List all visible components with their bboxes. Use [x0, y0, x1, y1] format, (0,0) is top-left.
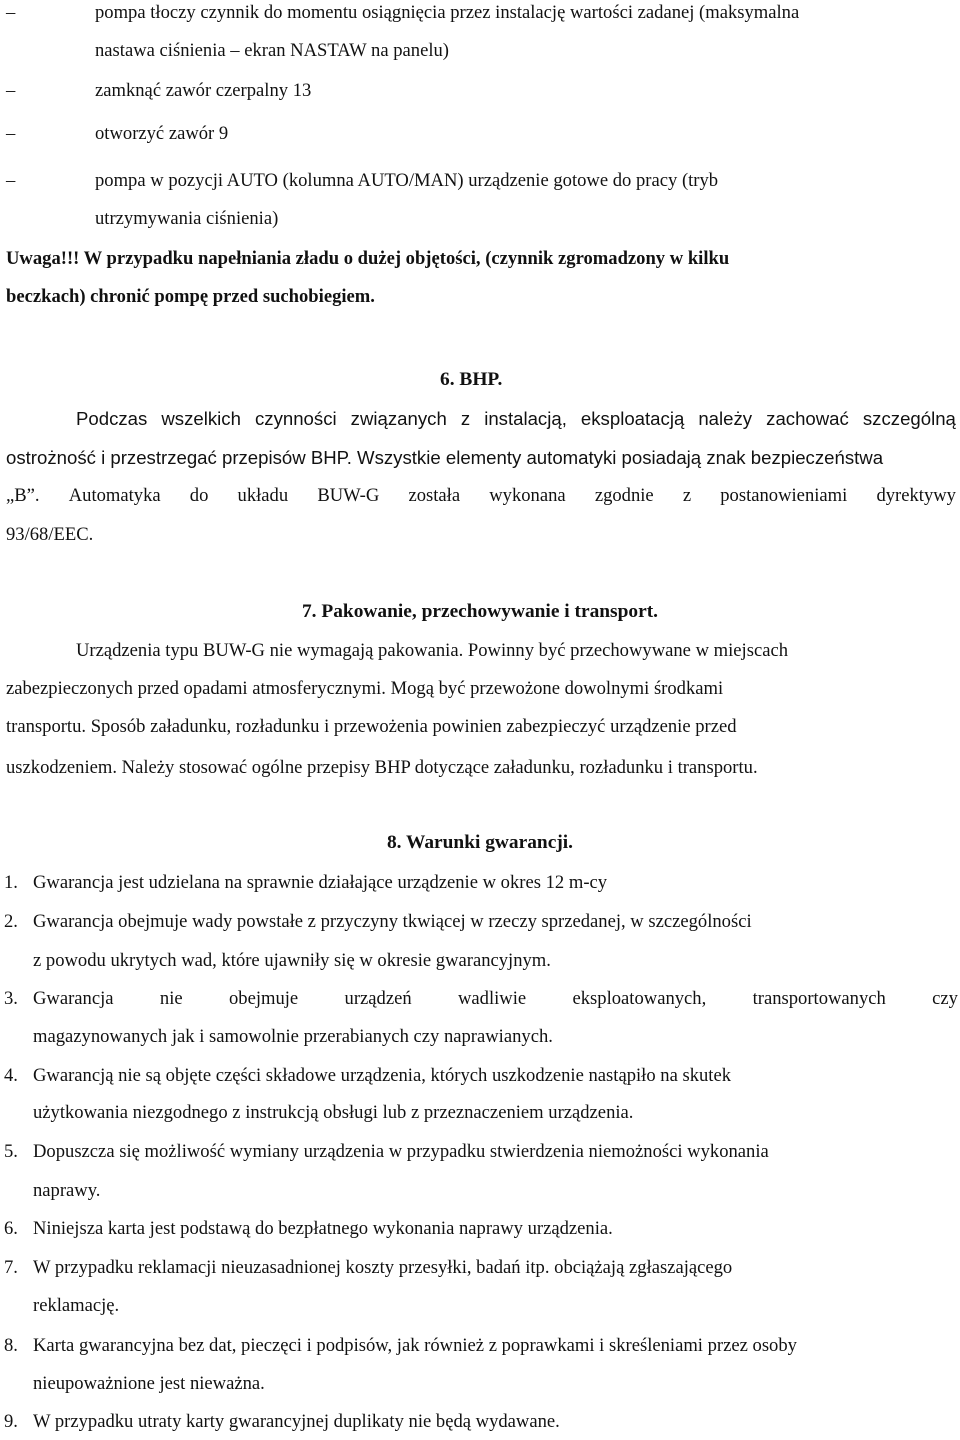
list-item-text: zamknąć zawór czerpalny 13: [95, 80, 312, 101]
item-text: Gwarancja jest udzielana na sprawnie działające urządzenie w okres 12 m-cy: [33, 872, 608, 893]
paragraph-line: „B”. Automatyka do układu BUW-G została wykonana zgodnie z postanowieniami dyrektywy: [6, 485, 956, 506]
item-number: 5.: [4, 1141, 18, 1162]
dash-marker: –: [6, 170, 16, 191]
list-item-text: pompa w pozycji AUTO (kolumna AUTO/MAN) urządzenie gotowe do pracy (tryb: [95, 170, 719, 191]
paragraph-line: ostrożność i przestrzegać przepisów BHP. Wszystkie elementy automatyki posiadają znak bezpieczeństwa: [6, 447, 884, 468]
paragraph-line: zabezpieczonych przed opadami atmosferycznymi. Mogą być przewożone dowolnymi środkami: [6, 678, 724, 699]
item-text: Gwarancja nie obejmuje urządzeń wadliwie eksploatowanych, transportowanych czy: [33, 988, 958, 1009]
section-heading: 8. Warunki gwarancji.: [386, 832, 574, 853]
item-text: z powodu ukrytych wad, które ujawniły się w okresie gwarancyjnym.: [33, 950, 551, 971]
item-number: 1.: [4, 872, 18, 893]
item-text: użytkowania niezgodnego z instrukcją obsługi lub z przeznaczeniem urządzenia.: [33, 1102, 634, 1123]
warning-line: beczkach) chronić pompę przed suchobiegiem.: [6, 286, 375, 307]
paragraph-line: uszkodzeniem. Należy stosować ogólne przepisy BHP dotyczące załadunku, rozładunku i transportu.: [6, 757, 758, 778]
warning-line: Uwaga!!! W przypadku napełniania zładu o dużej objętości, (czynnik zgromadzony w kilku: [6, 248, 730, 269]
paragraph-line: Urządzenia typu BUW-G nie wymagają pakowania. Powinny być przechowywane w miejscach: [76, 640, 789, 661]
item-text: Karta gwarancyjna bez dat, pieczęci i podpisów, jak również z poprawkami i skreśleniami przez osoby: [33, 1335, 797, 1356]
paragraph-line: transportu. Sposób załadunku, rozładunku i przewożenia powinien zabezpieczyć urządzenie przed: [6, 716, 737, 737]
paragraph-line: 93/68/EEC.: [6, 524, 94, 545]
item-text: Gwarancją nie są objęte części składowe urządzenia, których uszkodzenie nastąpiło na skutek: [33, 1065, 732, 1086]
list-item-text: pompa tłoczy czynnik do momentu osiągnięcia przez instalację wartości zadanej (maksymalna: [95, 2, 800, 23]
item-text: W przypadku reklamacji nieuzasadnionej koszty przesyłki, badań itp. obciążają zgłaszającego: [33, 1257, 733, 1278]
item-text: Gwarancja obejmuje wady powstałe z przyczyny tkwiącej w rzeczy sprzedanej, w szczególności: [33, 911, 752, 932]
item-text: magazynowanych jak i samowolnie przerabianych czy naprawianych.: [33, 1026, 553, 1047]
item-number: 9.: [4, 1411, 18, 1432]
item-text: Niniejsza karta jest podstawą do bezpłatnego wykonania naprawy urządzenia.: [33, 1218, 613, 1239]
dash-marker: –: [6, 80, 16, 101]
item-number: 4.: [4, 1065, 18, 1086]
section-heading: 7. Pakowanie, przechowywanie i transport.: [301, 601, 658, 622]
list-item-text: nastawa ciśnienia – ekran NASTAW na panelu): [95, 40, 449, 61]
item-text: naprawy.: [33, 1180, 101, 1201]
dash-marker: –: [6, 2, 16, 23]
list-item-text: utrzymywania ciśnienia): [95, 208, 279, 229]
item-text: W przypadku utraty karty gwarancyjnej duplikaty nie będą wydawane.: [33, 1411, 560, 1432]
item-number: 8.: [4, 1335, 18, 1356]
item-number: 2.: [4, 911, 18, 932]
item-number: 7.: [4, 1257, 18, 1278]
section-heading: 6. BHP.: [440, 369, 503, 390]
item-text: reklamację.: [33, 1295, 120, 1316]
item-number: 6.: [4, 1218, 18, 1239]
item-text: nieupoważnione jest nieważna.: [33, 1373, 265, 1394]
item-text: Dopuszcza się możliwość wymiany urządzenia w przypadku stwierdzenia niemożności wykonania: [33, 1141, 769, 1162]
item-number: 3.: [4, 988, 18, 1009]
list-item-text: otworzyć zawór 9: [95, 123, 229, 144]
dash-marker: –: [6, 123, 16, 144]
paragraph-line: Podczas wszelkich czynności związanych z instalacją, eksploatacją należy zachować szczególną: [76, 408, 956, 429]
